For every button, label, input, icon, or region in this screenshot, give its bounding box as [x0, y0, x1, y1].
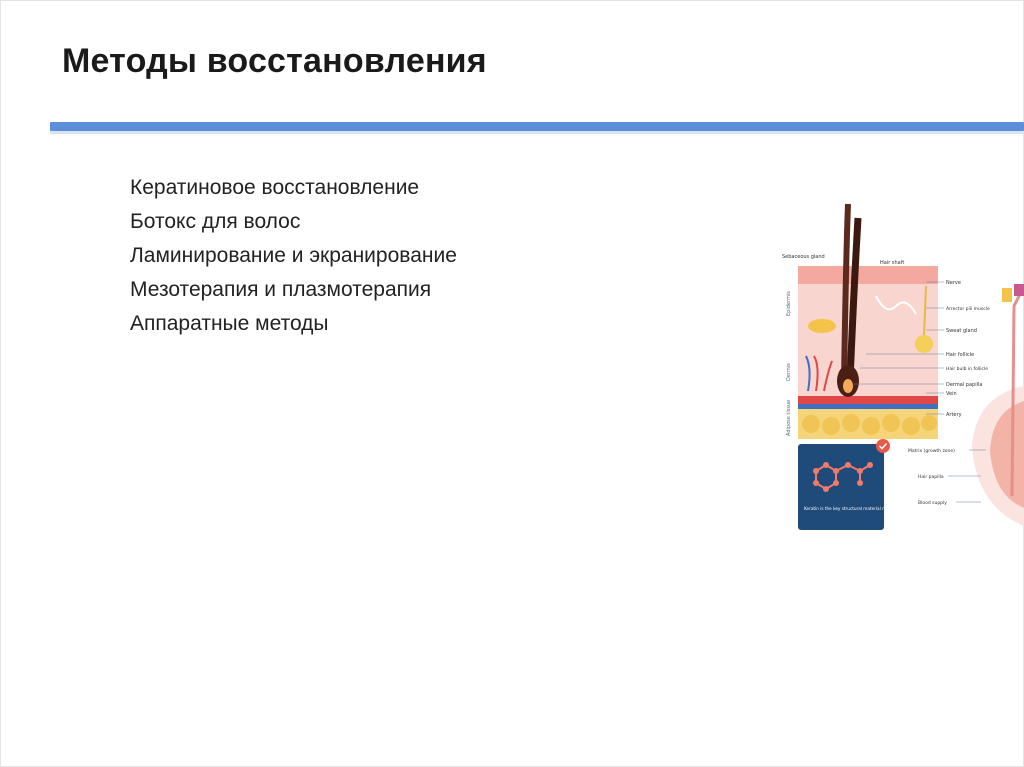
artery-band: [798, 396, 938, 404]
hair-anatomy-illustration: [776, 196, 1024, 566]
label-nerve: Nerve: [946, 280, 961, 286]
label-hair-shaft: Hair shaft: [880, 260, 905, 266]
label-vein: Vein: [946, 391, 957, 397]
label-matrix: Matrix (growth zone): [908, 449, 955, 454]
cortex-marker: [1002, 288, 1012, 302]
label-blood-supply: Blood supply: [918, 501, 947, 506]
sweat-gland: [915, 335, 933, 353]
dermal-papilla: [843, 379, 853, 393]
epidermis-label: Epidermis: [786, 291, 792, 316]
keratin-caption: Keratin is the key structural material making up HAIR, NAILS and SKIN: [804, 506, 951, 511]
title-underline-shadow: [50, 131, 1024, 134]
label-hair-bulb: Hair bulb in follicle: [946, 367, 989, 372]
dermis-label: Dermis: [786, 363, 792, 381]
label-artery: Artery: [946, 412, 962, 418]
label-sweat-gland: Sweat gland: [946, 328, 977, 334]
check-badge-icon: [876, 439, 890, 453]
label-dermal-papilla: Dermal papilla: [946, 382, 983, 388]
slide-title: Методы восстановления: [62, 42, 487, 80]
methods-list: [130, 171, 457, 341]
label-hair-papilla: Hair papilla: [918, 475, 944, 480]
method-item: Аппаратные методы: [130, 312, 329, 335]
method-item: Ламинирование и экранирование: [130, 244, 457, 267]
method-item: Ботокс для волос: [130, 210, 301, 233]
label-hair-follicle: Hair follicle: [946, 352, 975, 358]
epidermis-layer: [798, 266, 938, 284]
label-arrector: Arrector pili muscle: [946, 307, 990, 312]
sebaceous-gland: [808, 319, 836, 333]
hair-shaft-back: [844, 204, 848, 381]
medulla-marker: [1014, 284, 1024, 296]
keratin-box: [798, 444, 884, 530]
hair-anatomy-svg: [776, 196, 1024, 566]
vein-band: [798, 404, 938, 409]
label-sebaceous-gland: Sebaceous gland: [782, 254, 825, 260]
adipose-label: Adipose tissue: [786, 399, 792, 436]
method-item: Кератиновое восстановление: [130, 176, 420, 199]
title-underline: [50, 122, 1024, 131]
method-item: Мезотерапия и плазмотерапия: [130, 278, 432, 301]
